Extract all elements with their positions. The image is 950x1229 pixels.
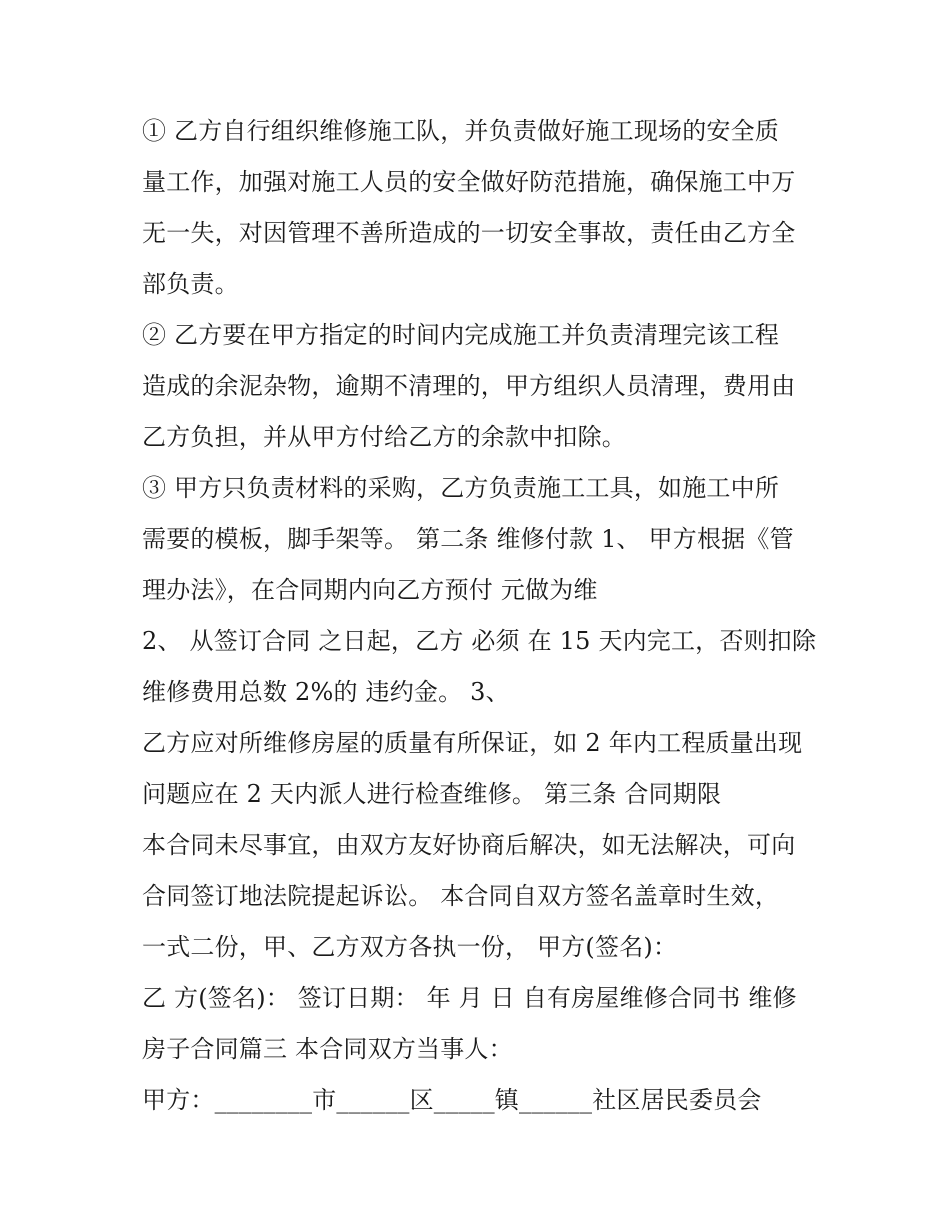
text-line: 理办法》，在合同期内向乙方预付 元做为维: [142, 576, 598, 604]
text-line: 乙 方(签名)： 签订日期： 年 月 日 自有房屋维修合同书 维修: [142, 984, 797, 1012]
text-line: 部负责。: [142, 270, 239, 298]
text-line: 本合同未尽事宜，由双方友好协商后解决，如无法解决，可向: [142, 831, 796, 859]
text-line: 无一失，对因管理不善所造成的一切安全事故，责任由乙方全: [142, 219, 796, 247]
text-line: 问题应在 2 天内派人进行检查维修。 第三条 合同期限: [142, 780, 722, 808]
text-line: 乙方应对所维修房屋的质量有所保证，如 2 年内工程质量出现: [142, 729, 803, 757]
text-line: 合同签订地法院提起诉讼。 本合同自双方签名盖章时生效，: [142, 882, 780, 910]
text-line: ③ 甲方只负责材料的采购，乙方负责施工工具，如施工中所: [142, 474, 780, 502]
text-line: ① 乙方自行组织维修施工队，并负责做好施工现场的安全质: [142, 117, 780, 145]
text-line: 甲方：________市______区_____镇______社区居民委员会: [142, 1086, 762, 1114]
text-line: 维修费用总数 2%的 违约金。 3、: [142, 678, 510, 706]
text-line: 造成的余泥杂物，逾期不清理的，甲方组织人员清理，费用由: [142, 372, 796, 400]
contract-text: [142, 107, 822, 1127]
text-line: 需要的模板，脚手架等。 第二条 维修付款 1、 甲方根据《管: [142, 525, 794, 553]
text-line: 2、 从签订合同 之日起，乙方 必须 在 15 天内完工，否则扣除: [142, 627, 817, 655]
text-line: 房子合同篇三 本合同双方当事人：: [142, 1035, 513, 1063]
text-line: ② 乙方要在甲方指定的时间内完成施工并负责清理完该工程: [142, 321, 780, 349]
text-line: 乙方负担，并从甲方付给乙方的余款中扣除。: [142, 423, 626, 451]
text-line: 一式二份，甲、乙方双方各执一份， 甲方(签名)：: [142, 933, 678, 961]
text-line: 量工作，加强对施工人员的安全做好防范措施，确保施工中万: [142, 168, 796, 196]
